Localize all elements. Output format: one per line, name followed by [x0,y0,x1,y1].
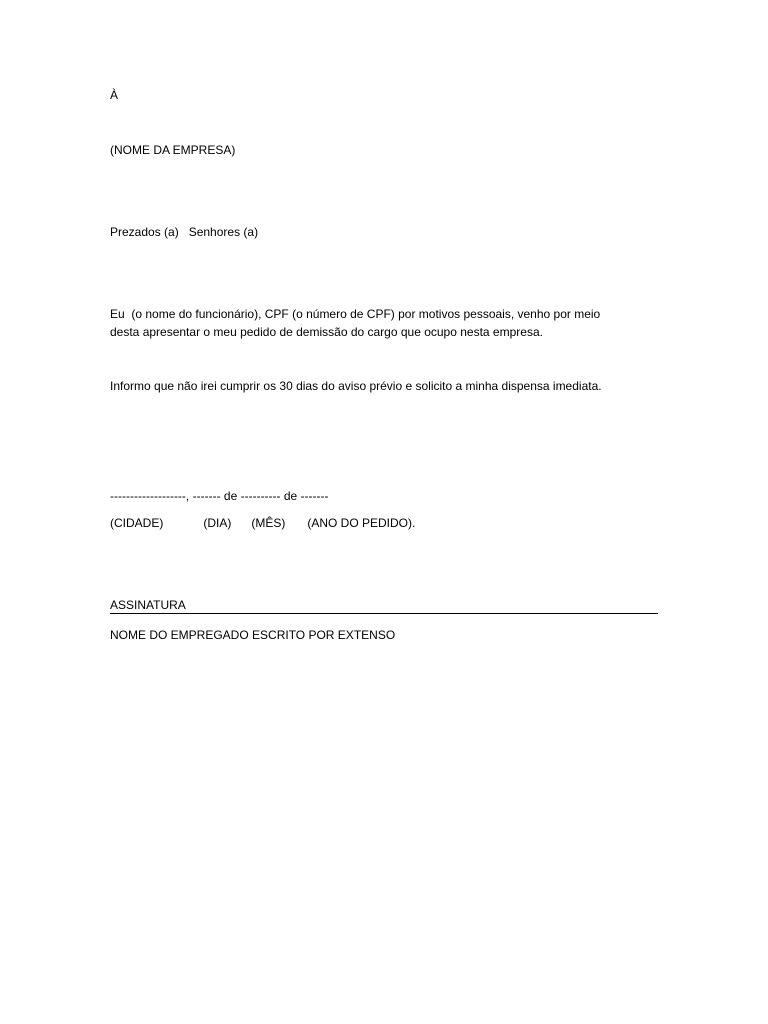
date-labels [110,514,415,532]
body-paragraph-1-line-1: Eu (o nome do funcionário), CPF (o número de CPF) por motivos pessoais, venho por meio [110,307,601,321]
date-label-city: (CIDADE) [110,516,164,530]
body-paragraph-2: Informo que não irei cumprir os 30 dias do aviso prévio e solicito a minha dispensa imediata. [110,379,602,393]
signature-label: ASSINATURA [110,598,186,612]
date-label-month: (MÊS) [251,516,286,530]
body-paragraph-1-line-2: desta apresentar o meu pedido de demissão do cargo que ocupo nesta empresa. [110,325,543,339]
company-placeholder: (NOME DA EMPRESA) [110,143,236,157]
recipient-prefix: À [110,88,119,102]
salutation: Prezados (a) Senhores (a) [110,225,259,239]
body-paragraph-1 [110,305,650,341]
date-label-year: (ANO DO PEDIDO). [307,516,416,530]
date-label-day: (DIA) [203,516,232,530]
date-line: -------------------, ------- de ---------- de ------- [110,489,329,503]
employee-name-label: NOME DO EMPREGADO ESCRITO POR EXTENSO [110,628,396,642]
signature-line [110,613,658,614]
